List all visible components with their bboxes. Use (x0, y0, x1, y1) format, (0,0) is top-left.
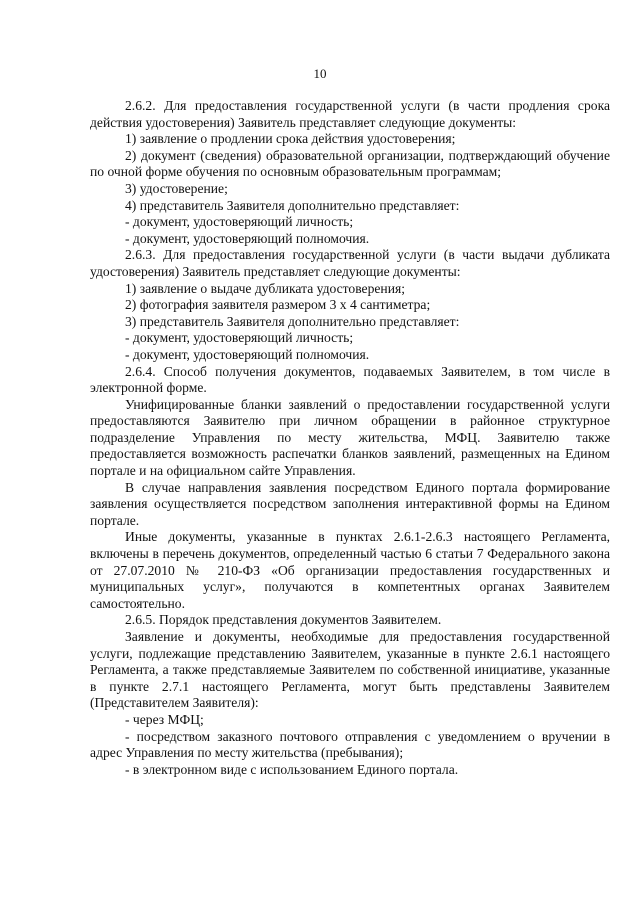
list-item: 2) фотография заявителя размером 3 х 4 сантиметра; (125, 297, 431, 313)
list-item: 2) документ (сведения) образовательной организации, подтверждающий обучение по очной форме обучения по основным образовательным программам; (90, 147, 610, 180)
paragraph-forms: Унифицированные бланки заявлений о предоставлении государственной услуги предоставляются Заявителю при личном обращении в районное структурное подразделение Управления по месту жительства, МФЦ. Заявителю также предоставляется возможность распечатки бланков заявлений, размещенных на Едином портале и на официальном сайте Управления. (90, 396, 610, 479)
paragraph-2-6-4: 2.6.4. Способ получения документов, подаваемых Заявителем, в том числе в электронной форме. (90, 363, 610, 396)
list-item: 3) представитель Заявителя дополнительно представляет: (125, 313, 460, 329)
list-item: - посредством заказного почтового отправления с уведомлением о вручении в адрес Управления по месту жительства (пребывания); (90, 728, 610, 761)
list-item: 1) заявление о выдаче дубликата удостоверения; (125, 280, 405, 296)
list-item: - документ, удостоверяющий личность; (125, 214, 354, 230)
paragraph-portal: В случае направления заявления посредством Единого портала формирование заявления осуществляется посредством заполнения интерактивной формы на Едином портале. (90, 479, 610, 528)
list-item: - документ, удостоверяющий полномочия. (125, 230, 370, 246)
paragraph-2-6-2: 2.6.2. Для предоставления государственной услуги (в части продления срока действия удостоверения) Заявитель представляет следующие документы: (90, 98, 610, 130)
paragraph-2-6-3: 2.6.3. Для предоставления государственной услуги (в части выдачи дубликата удостоверения) Заявитель представляет следующие документы: (90, 247, 610, 279)
paragraph-2-6-5: 2.6.5. Порядок представления документов Заявителем. (125, 612, 442, 628)
paragraph-submission: Заявление и документы, необходимые для предоставления государственной услуги, подлежащие представлению Заявителем, указанные в пункте 2.6.1 настоящего Регламента, а также представляемые Заявителем по собственной инициативе, указанные в пункте 2.7.1 настоящего Регламента, могут быть представлены Заявителем (Представителем Заявителя): (90, 629, 610, 711)
page-number: 10 (313, 66, 327, 81)
list-item: - документ, удостоверяющий полномочия. (125, 346, 370, 362)
list-item: 4) представитель Заявителя дополнительно представляет: (125, 197, 460, 213)
list-item: - через МФЦ; (125, 711, 204, 727)
list-item: 1) заявление о продлении срока действия удостоверения; (125, 131, 456, 147)
document-body (90, 98, 610, 778)
list-item: - документ, удостоверяющий личность; (125, 330, 354, 346)
list-item: - в электронном виде с использованием Единого портала. (125, 761, 459, 777)
paragraph-other-documents: Иные документы, указанные в пунктах 2.6.1-2.6.3 настоящего Регламента, включены в перечень документов, определенный частью 6 статьи 7 Федерального закона от 27.07.2010 № 210-ФЗ «Об организации предоставления государственных и муниципальных услуг», получаются в компетентных органах Заявителем самостоятельно. (90, 529, 610, 611)
list-item: 3) удостоверение; (125, 180, 228, 196)
